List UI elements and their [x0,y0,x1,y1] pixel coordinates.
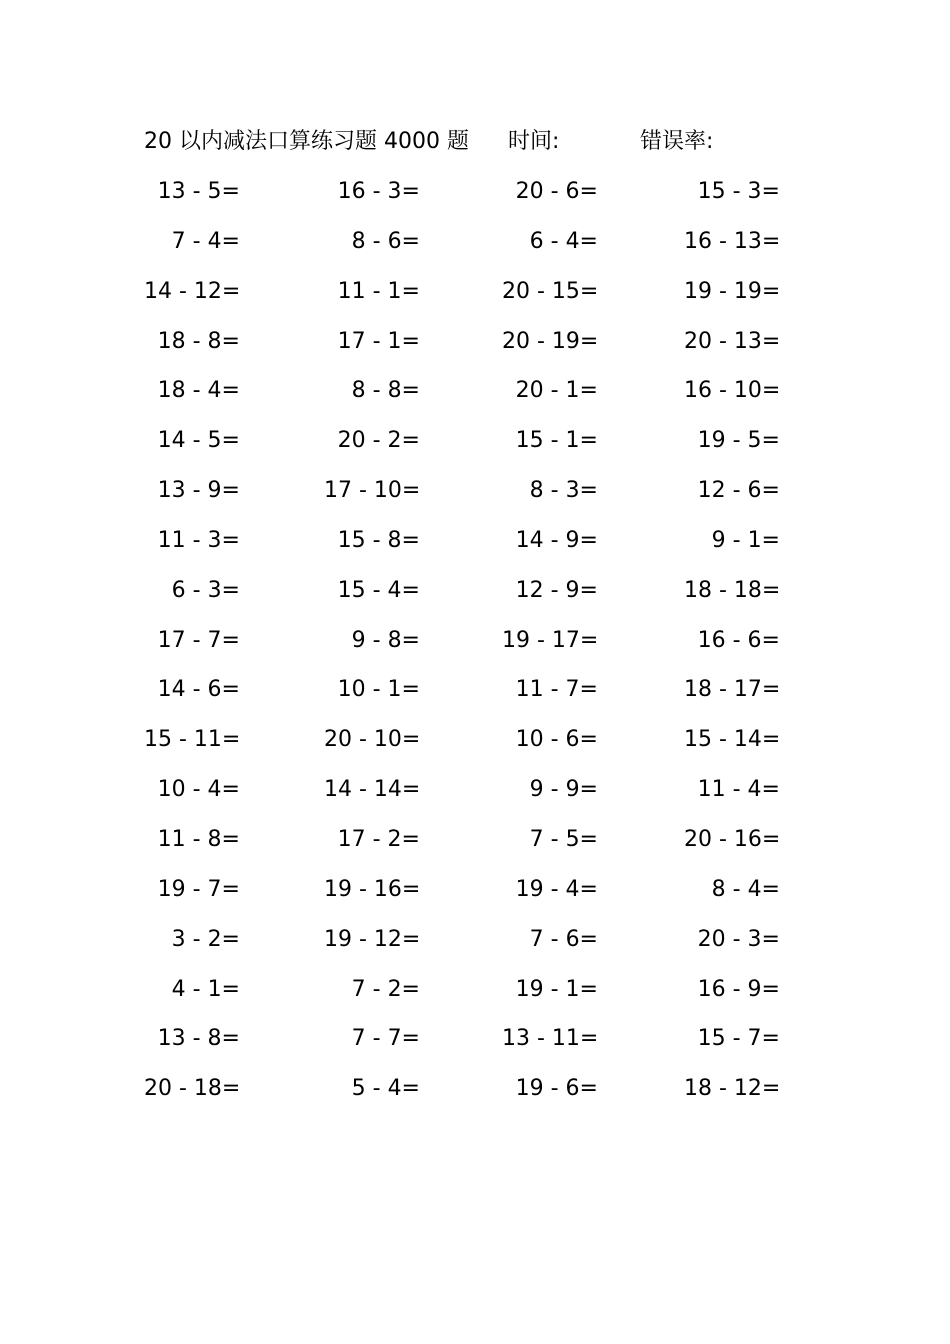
problem: 14 - 12= [144,278,241,304]
problem-row [144,272,804,322]
problem: 19 - 19= [684,278,781,304]
problem-row [144,770,804,820]
problem: 13 - 11= [502,1026,599,1052]
problem: 7 - 6= [529,926,598,952]
problem: 16 - 9= [697,976,780,1002]
problem: 15 - 3= [697,179,780,204]
problem-row [144,521,804,571]
problem: 10 - 1= [337,677,420,703]
problem-row [144,970,804,1020]
problem: 6 - 4= [529,228,598,254]
problem: 20 - 15= [502,278,599,304]
problem: 20 - 10= [324,727,421,753]
problem: 8 - 8= [351,378,420,404]
problem: 20 - 3= [697,926,780,952]
problem: 15 - 7= [697,1026,780,1052]
problem: 17 - 10= [324,478,421,504]
problem: 19 - 4= [515,876,598,902]
problem: 4 - 1= [171,976,240,1002]
problem: 20 - 16= [684,826,781,852]
problem: 19 - 7= [157,876,240,902]
problem-row [144,870,804,920]
problem-row [144,720,804,770]
problem: 16 - 13= [684,228,781,254]
problem-row [144,1069,804,1119]
problem-row [144,920,804,970]
problem: 15 - 4= [337,577,420,603]
problem: 16 - 6= [697,627,780,653]
problem: 9 - 9= [529,777,598,803]
problem: 19 - 17= [502,627,599,653]
problem: 10 - 6= [515,727,598,753]
problem: 20 - 2= [337,428,420,454]
time-label: 时间: [508,129,560,154]
problem: 7 - 7= [351,1026,420,1052]
problem: 17 - 1= [337,328,420,354]
problem: 15 - 11= [144,727,241,753]
problem: 5 - 4= [351,1076,420,1102]
problem: 11 - 4= [697,777,780,803]
problem: 6 - 3= [171,577,240,603]
problem-row [144,222,804,272]
problem-row [144,621,804,671]
problem: 13 - 9= [157,478,240,504]
problem: 19 - 5= [697,428,780,454]
problem: 7 - 4= [171,228,240,254]
problem: 11 - 1= [337,278,420,304]
problem: 15 - 14= [684,727,781,753]
problem-row [144,371,804,421]
problem: 18 - 18= [684,577,781,603]
problem-row [144,322,804,372]
problem: 11 - 8= [157,826,240,852]
problem: 19 - 6= [515,1076,598,1102]
problem: 9 - 1= [711,527,780,553]
problem: 16 - 3= [337,179,420,204]
problem: 14 - 5= [157,428,240,454]
problem-row [144,1019,804,1069]
problem: 13 - 8= [157,1026,240,1052]
problem-row [144,820,804,870]
problem: 8 - 4= [711,876,780,902]
problem: 15 - 1= [515,428,598,454]
problem: 20 - 1= [515,378,598,404]
worksheet-title: 20 以内减法口算练习题 4000 题 [144,129,469,154]
problem: 19 - 1= [515,976,598,1002]
problem-row [144,571,804,621]
problem: 9 - 8= [351,627,420,653]
problem: 15 - 8= [337,527,420,553]
problem: 17 - 7= [157,627,240,653]
problem: 18 - 8= [157,328,240,354]
problem: 14 - 9= [515,527,598,553]
problem: 13 - 5= [157,179,240,204]
error-rate-label: 错误率: [640,129,714,154]
problem: 12 - 6= [697,478,780,504]
problem: 20 - 18= [144,1076,241,1102]
problem: 14 - 6= [157,677,240,703]
problem: 20 - 6= [515,179,598,204]
problem: 14 - 14= [324,777,421,803]
problem: 11 - 7= [515,677,598,703]
problem-grid [144,172,804,1119]
problem: 16 - 10= [684,378,781,404]
worksheet-header [144,124,864,160]
problem: 12 - 9= [515,577,598,603]
problem: 3 - 2= [171,926,240,952]
problem-row [144,670,804,720]
problem: 19 - 12= [324,926,421,952]
problem: 18 - 4= [157,378,240,404]
problem-row [144,421,804,471]
problem: 7 - 5= [529,826,598,852]
problem-row [144,471,804,521]
problem: 10 - 4= [157,777,240,803]
problem: 20 - 13= [684,328,781,354]
problem: 8 - 6= [351,228,420,254]
problem: 7 - 2= [351,976,420,1002]
problem: 11 - 3= [157,527,240,553]
problem: 17 - 2= [337,826,420,852]
problem: 18 - 17= [684,677,781,703]
problem: 18 - 12= [684,1076,781,1102]
problem: 8 - 3= [529,478,598,504]
problem: 20 - 19= [502,328,599,354]
problem: 19 - 16= [324,876,421,902]
problem-row [144,172,804,222]
